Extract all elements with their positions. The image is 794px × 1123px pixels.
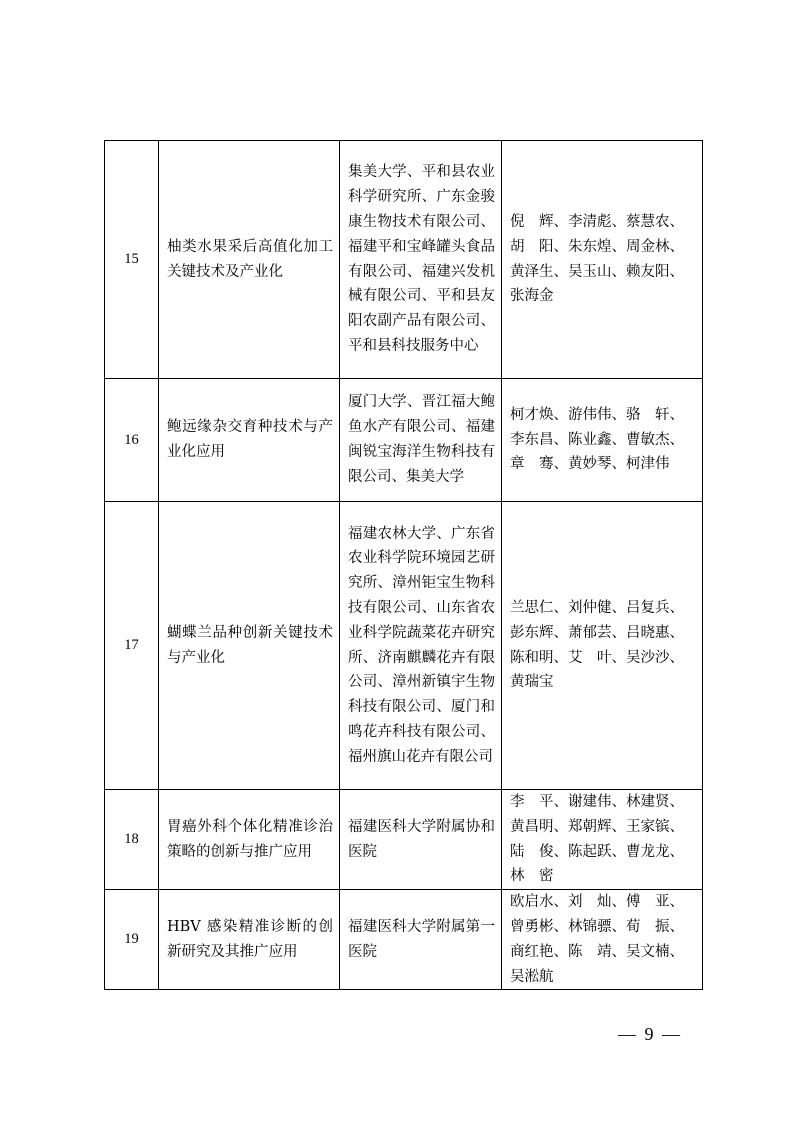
completing-units: 厦门大学、晋江福大鲍鱼水产有限公司、福建闽锐宝海洋生物科技有限公司、集美大学 — [340, 379, 502, 502]
page-number: — 9 — — [618, 1024, 682, 1044]
row-number: 18 — [105, 790, 159, 890]
completing-units: 集美大学、平和县农业科学研究所、广东金骏康生物技术有限公司、福建平和宝峰罐头食品有限公司、福建兴发机械有限公司、平和县友阳农副产品有限公司、平和县科技服务中心 — [340, 141, 502, 379]
row-number: 16 — [105, 379, 159, 502]
table-row — [105, 502, 703, 790]
completing-persons: 欧启水、刘 灿、傅 亚、曾勇彬、林锦骠、荀 振、商红艳、陈 靖、吴文楠、吴淞航 — [502, 890, 703, 990]
completing-units: 福建医科大学附属第一医院 — [340, 890, 502, 990]
completing-units: 福建医科大学附属协和医院 — [340, 790, 502, 890]
row-number: 19 — [105, 890, 159, 990]
project-name: 蝴蝶兰品种创新关键技术与产业化 — [159, 502, 340, 790]
completing-persons: 柯才焕、游伟伟、骆 轩、李东昌、陈业鑫、曹敏杰、章 骞、黄妙琴、柯津伟 — [502, 379, 703, 502]
project-name: 柚类水果采后高值化加工关键技术及产业化 — [159, 141, 340, 379]
row-number: 17 — [105, 502, 159, 790]
table-row — [105, 790, 703, 890]
completing-persons: 兰思仁、刘仲健、吕复兵、彭东辉、萧郁芸、吕晓惠、陈和明、艾 叶、吴沙沙、黄瑞宝 — [502, 502, 703, 790]
project-name: HBV 感染精准诊断的创新研究及其推广应用 — [159, 890, 340, 990]
table-row — [105, 379, 703, 502]
completing-units: 福建农林大学、广东省农业科学院环境园艺研究所、漳州钜宝生物科技有限公司、山东省农业科学院蔬菜花卉研究所、济南麒麟花卉有限公司、漳州新镇宇生物科技有限公司、厦门和鸣花卉科技有限公司、福州旗山花卉有限公司 — [340, 502, 502, 790]
project-name: 鲍远缘杂交育种技术与产业化应用 — [159, 379, 340, 502]
completing-persons: 李 平、谢建伟、林建贤、黄昌明、郑朝辉、王家镔、陆 俊、陈起跃、曹龙龙、林 密 — [502, 790, 703, 890]
table-row — [105, 141, 703, 379]
completing-persons: 倪 辉、李清彪、蔡慧农、胡 阳、朱东煌、周金林、黄泽生、吴玉山、赖友阳、张海金 — [502, 141, 703, 379]
project-name: 胃癌外科个体化精准诊治策略的创新与推广应用 — [159, 790, 340, 890]
table-row — [105, 890, 703, 990]
awards-table — [104, 140, 703, 990]
row-number: 15 — [105, 141, 159, 379]
